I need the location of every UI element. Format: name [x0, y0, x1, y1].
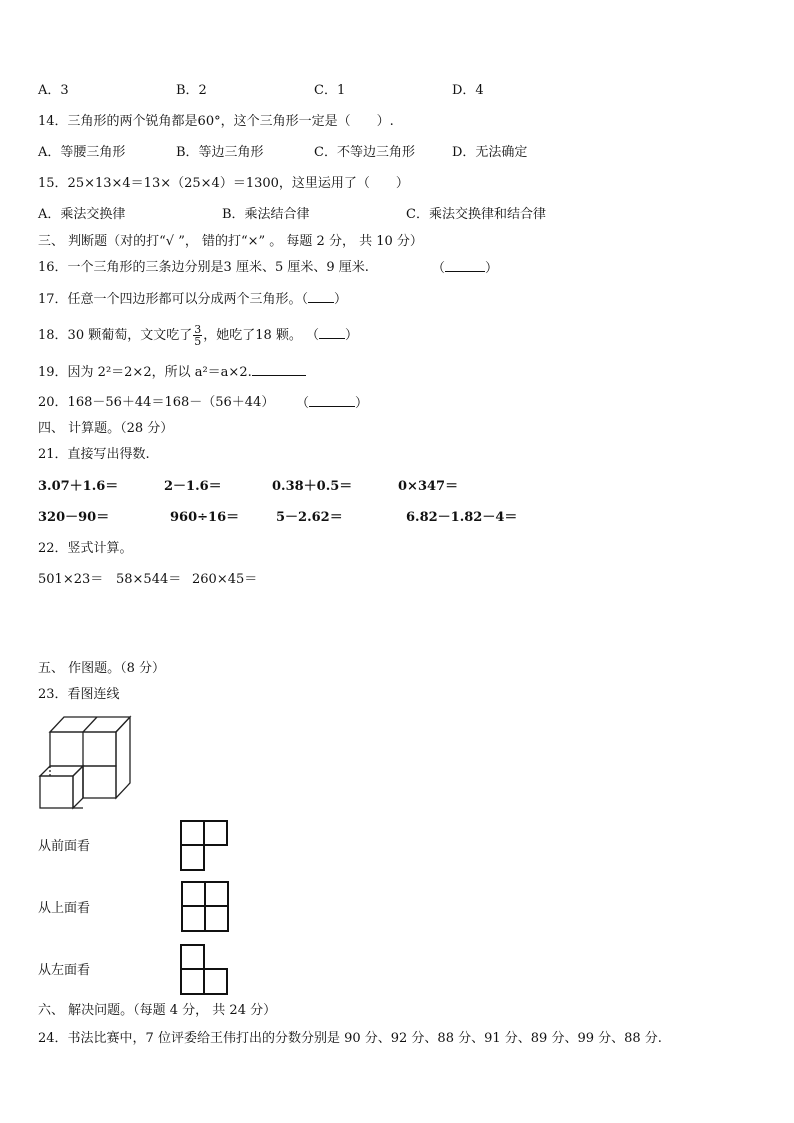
view-figure-2x2-square[interactable] [181, 881, 231, 933]
q20-open-paren: （ [296, 396, 310, 411]
q17-text: 17．任意一个四边形都可以分成两个三角形。（ [38, 292, 309, 307]
q21-item: 3.07＋1.6＝ [38, 479, 119, 494]
q13-option-a: A．3 [38, 83, 69, 98]
q14-option-d: D．无法确定 [452, 145, 528, 160]
square-cell [182, 906, 205, 931]
q16-answer-blank[interactable] [445, 259, 485, 272]
q20-answer-blank[interactable] [309, 394, 355, 407]
q15-option-a: A．乘法交换律 [38, 207, 126, 222]
q24-statement: 24．书法比赛中，7 位评委给王伟打出的分数分别是 90 分、92 分、88 分、91 分、89 分、99 分、88 分. [38, 1031, 662, 1046]
lower-cube-top-face [40, 766, 83, 776]
q19-answer-blank[interactable] [252, 363, 306, 376]
lower-cube-side-face [73, 766, 83, 808]
top-face-divider [83, 717, 97, 732]
view-label-top: 从上面看 [38, 901, 91, 916]
square-cell [182, 882, 205, 906]
q18-text-post: ，她吃了18 颗。 （ [203, 328, 320, 343]
section-4-title: 四、 计算题。（28 分） [38, 421, 174, 436]
q20-answer-slot[interactable] [296, 394, 368, 413]
q13-option-d: D．4 [452, 83, 484, 98]
square-cell [181, 945, 204, 969]
section-3-title: 三、 判断题（对的打“√ ”， 错的打“×” 。 每题 2 分， 共 10 分） [38, 234, 423, 249]
right-side-face [116, 717, 130, 798]
square-cell [181, 821, 204, 845]
q17-close-paren: ） [334, 292, 348, 307]
view-label-front: 从前面看 [38, 839, 91, 854]
q21-item: 6.82－1.82－4＝ [406, 510, 518, 525]
q15-option-c: C．乘法交换律和结合律 [406, 207, 546, 222]
q21-item: 0.38＋0.5＝ [272, 479, 353, 494]
q18-statement [38, 323, 358, 349]
square-cell [181, 969, 204, 994]
view-figure-l-shape-top[interactable] [180, 820, 230, 872]
square-cell [205, 906, 228, 931]
lower-cube-front-face [40, 776, 73, 808]
q22-item: 260×45＝ [192, 572, 258, 587]
q21-item: 320－90＝ [38, 510, 110, 525]
q22-stem: 22．竖式计算。 [38, 541, 133, 556]
q13-option-b: B．2 [176, 83, 207, 98]
view-figure-l-shape-bottom[interactable] [180, 944, 230, 996]
q14-option-a: A．等腰三角形 [38, 145, 126, 160]
q23-stem: 23．看图连线 [38, 687, 120, 702]
q17-answer-blank[interactable] [308, 290, 334, 303]
q18-fraction-numerator: 3 [194, 323, 202, 336]
square-cell [204, 821, 227, 845]
q16-answer-slot[interactable] [432, 259, 498, 278]
q15-stem: 15．25×13×4＝13×（25×4）＝1300，这里运用了（ ） [38, 176, 409, 191]
square-cell [181, 845, 204, 870]
q18-close-paren: ） [345, 328, 359, 343]
q14-option-b: B．等边三角形 [176, 145, 264, 160]
q18-fraction [193, 324, 202, 347]
q16-close-paren: ） [485, 261, 499, 276]
q20-statement: 20．168－56＋44＝168－（56＋44） [38, 395, 275, 410]
q21-item: 960÷16＝ [170, 510, 240, 525]
q13-option-c: C．1 [314, 83, 346, 98]
q18-fraction-denominator: 5 [194, 335, 202, 348]
q15-option-b: B．乘法结合律 [222, 207, 310, 222]
square-cell [204, 969, 227, 994]
q16-open-paren: （ [432, 261, 446, 276]
q16-statement: 16．一个三角形的三条边分别是3 厘米、5 厘米、9 厘米. [38, 260, 369, 275]
q14-option-c: C．不等边三角形 [314, 145, 415, 160]
view-label-left: 从左面看 [38, 963, 91, 978]
q18-text-pre: 18．30 颗葡萄，文文吃了 [38, 328, 193, 343]
q18-answer-blank[interactable] [319, 326, 345, 339]
square-cell [205, 882, 228, 906]
q17-statement [38, 290, 347, 309]
q20-close-paren: ） [355, 396, 369, 411]
q22-item: 58×544＝ [116, 572, 182, 587]
q21-item: 2－1.6＝ [164, 479, 222, 494]
q21-item: 0×347＝ [398, 479, 459, 494]
cube-solid-figure [38, 714, 134, 810]
q19-text: 19．因为 2²＝2×2，所以 a²＝a×2. [38, 365, 252, 380]
q21-item: 5－2.62＝ [276, 510, 343, 525]
q22-item: 501×23＝ [38, 572, 104, 587]
q19-statement [38, 363, 306, 382]
q21-stem: 21．直接写出得数. [38, 447, 150, 462]
lower-right-front-face [83, 766, 116, 798]
section-6-title: 六、 解决问题。（每题 4 分， 共 24 分） [38, 1003, 277, 1018]
section-5-title: 五、 作图题。（8 分） [38, 661, 166, 676]
q14-stem: 14．三角形的两个锐角都是60°，这个三角形一定是（ ）. [38, 114, 394, 129]
